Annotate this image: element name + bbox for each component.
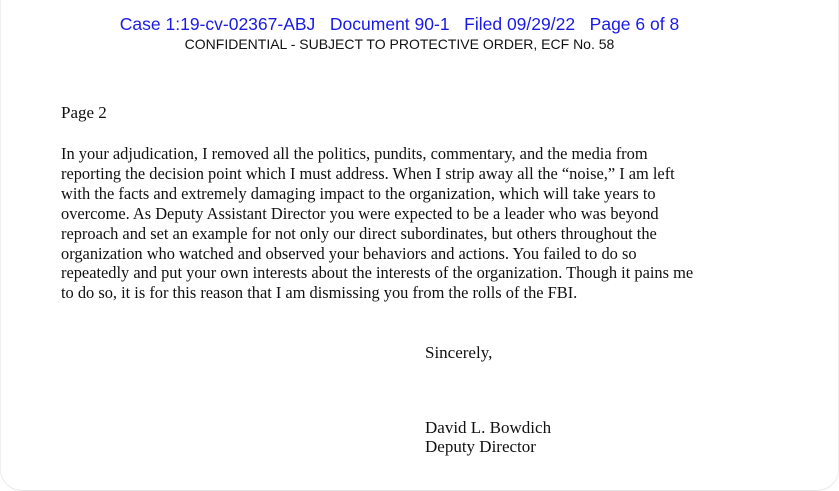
page-label: Page 2 [61,103,107,122]
document-number: Document 90-1 [329,14,450,34]
signatory-name: David L. Bowdich [425,418,552,437]
body-line: overcome. As Deputy Assistant Director you were expected to be a leader who was beyond [61,203,659,223]
signatory-title: Deputy Director [425,437,536,456]
body-line: In your adjudication, I removed all the politics, pundits, commentary, and the media from [61,144,648,163]
body-paragraph [61,144,781,303]
filed-date: Filed 09/29/22 [464,14,576,34]
closing-salutation: Sincerely, [425,343,493,362]
body-line: to do so, it is for this reason that I am dismissing you from the rolls of the FBI. [61,283,578,303]
court-filing-stamp [0,14,799,35]
body-line: with the facts and extremely damaging impact to the organization, which will take years to [61,183,656,203]
body-line: reporting the decision point which I must address. When I strip away all the “noise,” I am left [61,163,675,183]
case-number: Case 1:19-cv-02367-ABJ [119,14,316,34]
body-line: reproach and set an example for not only our direct subordinates, but others throughout the [61,223,657,243]
body-line: repeatedly and put your own interests about the interests of the organization. Though it pains me [61,263,694,283]
confidentiality-notice: CONFIDENTIAL - SUBJECT TO PROTECTIVE ORDER, ECF No. 58 [184,36,615,52]
body-line: organization who watched and observed your behaviors and actions. You failed to do so [61,243,637,263]
page-count: Page 6 of 8 [589,14,680,34]
